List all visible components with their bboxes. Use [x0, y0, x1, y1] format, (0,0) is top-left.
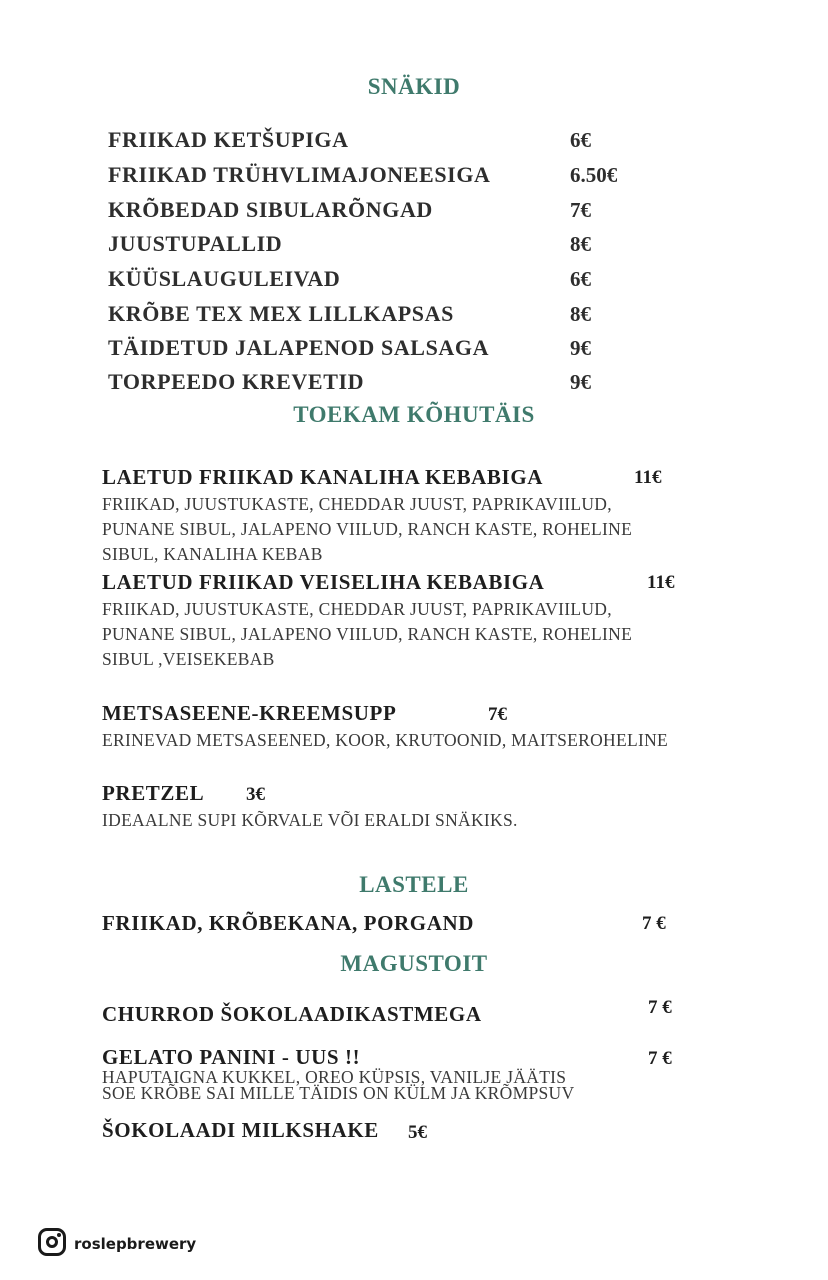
section-heading-toekam: TOEKAM KÕHUTÄIS	[293, 402, 535, 427]
item-title: METSASEENE-KREEMSUPP	[102, 701, 397, 725]
item-title: PRETZEL	[102, 781, 205, 805]
item-description: PUNANE SIBUL, JALAPENO VIILUD, RANCH KASTE, ROHELINE	[102, 519, 633, 539]
section-heading-lastele: LASTELE	[359, 872, 469, 897]
snack-name: JUUSTUPALLID	[108, 231, 283, 256]
item-price: 7 €	[648, 997, 672, 1018]
item-price: 11€	[634, 467, 662, 488]
item-price: 11€	[647, 572, 675, 593]
item-price: 3€	[246, 784, 265, 805]
item-title: LAETUD FRIIKAD VEISELIHA KEBABIGA	[102, 570, 545, 594]
item-title: GELATO PANINI - UUS !!	[102, 1045, 361, 1069]
item-title: ŠOKOLAADI MILKSHAKE	[102, 1118, 379, 1142]
snack-price: 9€	[570, 370, 591, 394]
snack-name: TORPEEDO KREVETID	[108, 369, 365, 394]
snack-price: 6.50€	[570, 163, 618, 187]
item-description: SIBUL, KANALIHA KEBAB	[102, 544, 323, 564]
snack-price: 8€	[570, 302, 591, 326]
item-description: FRIIKAD, JUUSTUKASTE, CHEDDAR JUUST, PAPRIKAVIILUD,	[102, 494, 612, 514]
snack-price: 8€	[570, 232, 591, 256]
instagram-icon	[38, 1228, 66, 1256]
item-description: FRIIKAD, JUUSTUKASTE, CHEDDAR JUUST, PAPRIKAVIILUD,	[102, 599, 612, 619]
item-title: FRIIKAD, KRÕBEKANA, PORGAND	[102, 911, 475, 935]
instagram-handle: roslepbrewery	[74, 1235, 197, 1253]
item-description: SOE KRÕBE SAI MILLE TÄIDIS ON KÜLM JA KRÕMPSUV	[102, 1083, 575, 1103]
item-description: SIBUL ,VEISEKEBAB	[102, 649, 275, 669]
item-price: 7 €	[648, 1048, 672, 1069]
item-description: HAPUTAIGNA KUKKEL, OREO KÜPSIS, VANILJE JÄÄTIS	[102, 1067, 567, 1087]
item-price: 7€	[488, 704, 507, 725]
item-title: CHURROD ŠOKOLAADIKASTMEGA	[102, 1002, 482, 1026]
section-heading-magustoit: MAGUSTOIT	[340, 951, 488, 976]
snack-name: TÄIDETUD JALAPENOD SALSAGA	[108, 335, 490, 360]
instagram-icon-lens	[46, 1236, 58, 1248]
item-description: PUNANE SIBUL, JALAPENO VIILUD, RANCH KASTE, ROHELINE	[102, 624, 633, 644]
item-description: IDEAALNE SUPI KÕRVALE VÕI ERALDI SNÄKIKS.	[102, 810, 518, 830]
snack-price: 7€	[570, 198, 591, 222]
snack-name: KRÕBEDAD SIBULARÕNGAD	[108, 197, 433, 222]
snack-price: 6€	[570, 267, 591, 291]
section-heading-snakid: SNÄKID	[367, 74, 461, 99]
item-price: 5€	[408, 1122, 427, 1143]
snack-price: 9€	[570, 336, 591, 360]
item-title: LAETUD FRIIKAD KANALIHA KEBABIGA	[102, 465, 544, 489]
item-price: 7 €	[642, 913, 666, 934]
item-description: ERINEVAD METSASEENED, KOOR, KRUTOONID, MAITSEROHELINE	[102, 730, 668, 750]
instagram-icon-dot	[57, 1233, 61, 1237]
snack-name: KRÕBE TEX MEX LILLKAPSAS	[108, 301, 454, 326]
snack-name: FRIIKAD KETŠUPIGA	[108, 127, 349, 152]
snack-name: KÜÜSLAUGULEIVAD	[108, 266, 341, 291]
snack-name: FRIIKAD TRÜHVLIMAJONEESIGA	[108, 162, 491, 187]
snack-price: 6€	[570, 128, 591, 152]
